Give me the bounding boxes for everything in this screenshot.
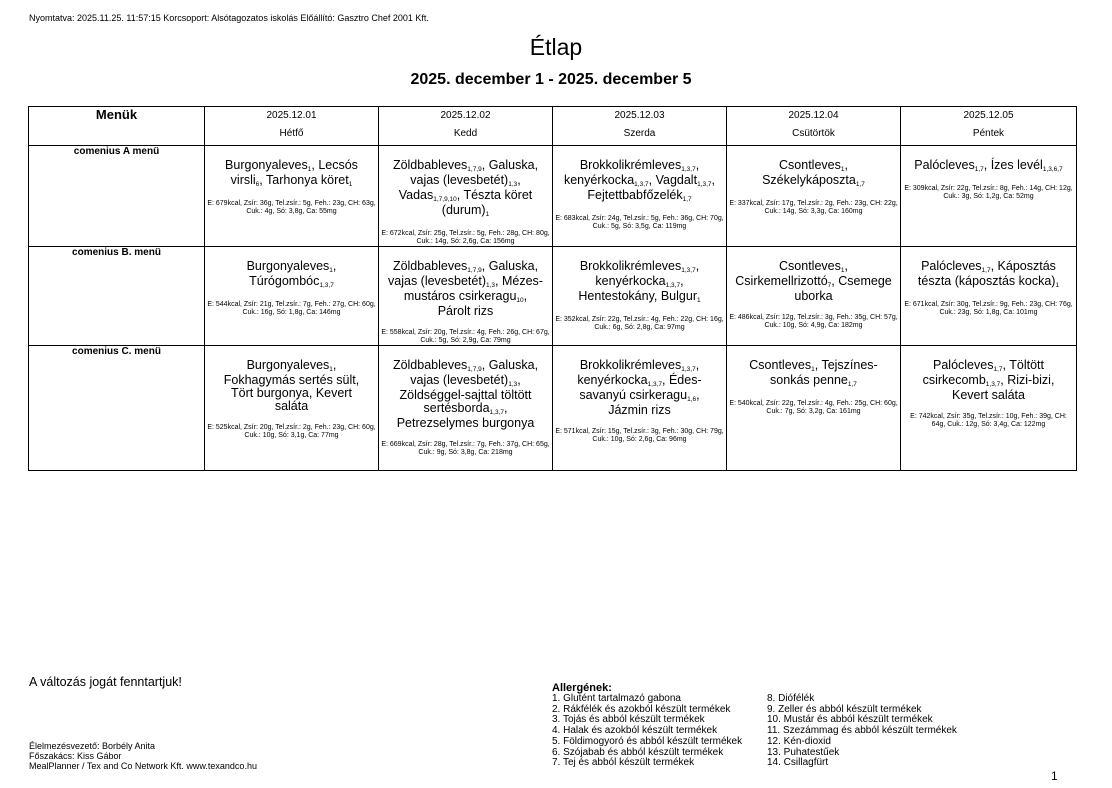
day-name: Csütörtök: [792, 128, 835, 139]
dish-part: , Hentestokány, Bulgur: [578, 274, 697, 303]
allergen-codes: 1,3: [508, 181, 518, 188]
allergen-codes: 1,3,7: [681, 366, 696, 373]
dish-part: , Székelykáposzta: [762, 158, 856, 187]
dish-part: Burgonyaleves: [225, 158, 308, 172]
staff-line: Főszakács: Kiss Gábor: [29, 751, 122, 761]
allergen-item: 2. Rákfélék és azokból készült termékek: [552, 703, 731, 715]
dish-part: Burgonyaleves: [246, 358, 330, 372]
allergen-codes: 1: [348, 181, 353, 188]
day-name: Kedd: [453, 128, 478, 139]
dish-part: Brokkolikrémleves: [579, 259, 682, 273]
menu-cell: [727, 146, 901, 247]
dish-part: , Galuska, vajas (levesbetét): [410, 158, 539, 187]
dish-text: [379, 346, 552, 430]
day-name: Szerda: [623, 128, 656, 139]
menu-cell: [205, 346, 379, 471]
menu-cell: [901, 346, 1077, 471]
allergen-codes: 1,3,6,7: [1042, 166, 1063, 173]
dish-part: , Zöldséggel-sajttal töltött sertésborda: [399, 373, 532, 415]
menu-body: [29, 146, 1077, 471]
allergen-codes: 1,7: [855, 181, 865, 188]
dish-part: , Rizi-bizi, Kevert saláta: [952, 373, 1055, 402]
dish-part: , Vagdalt: [648, 173, 698, 187]
page-number: 1: [1051, 769, 1058, 783]
dish-part: , Petrezselymes burgonya: [396, 401, 535, 430]
menu-cell: [553, 146, 727, 247]
dish-part: Brokkolikrémleves: [579, 358, 682, 372]
nutrition-info: E: 672kcal, Zsír: 25g, Tel.zsír.: 5g, Feh.: 28g, CH: 80g, Cuk.: 14g, Só: 2,6g, Ca: 156mg: [381, 230, 550, 245]
nutrition-info: E: 571kcal, Zsír: 15g, Tel.zsír.: 3g, Feh.: 30g, CH: 79g, Cuk.: 10g, Só: 2,6g, Ca: 96mg: [555, 428, 724, 443]
allergen-codes: 1: [840, 267, 845, 274]
nutrition-info: E: 544kcal, Zsír: 21g, Tel.zsír.: 7g, Feh.: 27g, CH: 60g, Cuk.: 16g, Só: 1,8g, Ca: 146mg: [207, 301, 376, 316]
allergen-codes: 1,7,9: [467, 267, 482, 274]
allergen-item: 6. Szójabab és abból készült termékek: [552, 746, 724, 758]
allergen-codes: 1,3,7: [985, 381, 1001, 388]
day-header: [379, 107, 553, 146]
dish-text: [727, 146, 900, 189]
day-date: 2025.12.02: [440, 110, 491, 121]
staff-line: Élelmezésvezető: Borbély Anita: [29, 741, 156, 751]
nutrition-info: E: 669kcal, Zsír: 28g, Tel.zsír.: 7g, Feh.: 37g, CH: 65g, Cuk.: 9g, Só: 3,8g, Ca: 218mg: [381, 441, 550, 456]
allergen-codes: 1: [696, 297, 701, 304]
nutrition-info: E: 309kcal, Zsír: 22g, Tel.zsír.: 8g, Feh.: 14g, CH: 12g, Cuk.: 3g, Só: 1,2g, Ca: 52mg: [904, 185, 1073, 200]
day-header: [727, 107, 901, 146]
menu-label: comenius C. menü: [29, 346, 205, 471]
menu-cell: [727, 247, 901, 346]
allergen-item: 5. Földimogyoró és abból készült termékek: [552, 735, 743, 747]
menu-table: [28, 106, 1077, 471]
allergen-codes: 1,3: [485, 282, 496, 289]
allergen-item: 1. Glutént tartalmazó gabona: [552, 693, 681, 704]
dish-part: , Párolt rizs: [437, 289, 528, 318]
allergen-codes: 1,3,7: [489, 409, 504, 416]
dish-part: Palócleves: [933, 358, 994, 372]
dish-part: , Mézes-mustáros csirkeragu: [403, 274, 543, 303]
day-header: [901, 107, 1077, 146]
day-header: [553, 107, 727, 146]
dish-text: [901, 146, 1076, 174]
allergen-codes: 1,3,7: [647, 381, 663, 388]
dish-part: , Édes-savanyú csirkeragu: [579, 373, 702, 402]
allergen-item: 12. Kén-dioxid: [767, 735, 831, 747]
nutrition-info: E: 683kcal, Zsír: 24g, Tel.zsír.: 5g, Feh.: 36g, CH: 70g, Cuk.: 5g, Só: 3,5g, Ca: 119mg: [555, 215, 724, 230]
nutrition-info: E: 337kcal, Zsír: 17g, Tel.zsír.: 2g, Feh.: 23g, CH: 22g, Cuk.: 14g, Só: 3,3g, Ca: 160mg: [729, 200, 898, 215]
dish-part: , Csirkemellrizottó: [735, 259, 848, 288]
allergen-codes: 10: [516, 297, 524, 304]
dish-part: Palócleves: [914, 158, 975, 172]
allergen-codes: 1,3,7: [681, 166, 696, 173]
allergen-codes: 1: [485, 211, 490, 218]
dish-text: [205, 247, 378, 290]
menus-header: Menük: [29, 107, 205, 146]
dish-text: [901, 346, 1076, 402]
menu-cell: [379, 346, 553, 471]
dish-part: , Töltött csirkecomb: [922, 358, 1044, 387]
dish-part: , Jázmin rizs: [608, 388, 700, 417]
menu-cell: [553, 346, 727, 471]
allergen-codes: 1,3,7: [681, 267, 696, 274]
allergen-codes: 1,3,7: [665, 282, 681, 289]
dish-text: [379, 247, 552, 318]
allergen-codes: 1: [307, 166, 312, 173]
allergen-item: 10. Mustár és abból készült termékek: [767, 714, 933, 726]
menu-cell: [379, 146, 553, 247]
allergen-item: 3. Tojás és abból készült termékek: [552, 714, 705, 726]
dish-part: , Tejszínes-sonkás penne: [770, 358, 878, 387]
nutrition-info: E: 540kcal, Zsír: 22g, Tel.zsír.: 4g, Feh.: 25g, CH: 60g, Cuk.: 7g, Só: 3,2g, Ca: 161mg: [729, 400, 898, 415]
dish-text: [553, 146, 726, 204]
print-info: Nyomtatva: 2025.11.25. 11:57:15 Korcsoport: Alsótagozatos iskolás Előállító: Gasztro Chef 2001 Kft.: [29, 13, 429, 23]
day-date: 2025.12.05: [963, 110, 1014, 121]
menu-cell: [727, 346, 901, 471]
dish-text: [205, 346, 378, 413]
menu-label: comenius B. menü: [29, 247, 205, 346]
dish-part: Zöldbableves: [392, 358, 468, 372]
dish-text: [727, 247, 900, 303]
allergen-codes: 1,3,7: [697, 181, 712, 188]
allergen-legend: [552, 682, 957, 769]
menu-cell: [205, 146, 379, 247]
dish-part: , Vadas: [398, 173, 521, 202]
dish-part: , kenyérkocka: [563, 158, 700, 187]
dish-part: Csontleves: [779, 158, 841, 172]
table-header-row: [29, 107, 1077, 146]
dish-part: , Tarhonya köret: [259, 173, 349, 187]
reserve-note: A változás jogát fenntartjuk!: [29, 675, 182, 689]
allergen-codes: 1,7: [682, 196, 692, 203]
allergen-codes: 1: [811, 366, 815, 373]
dish-part: , kenyérkocka: [595, 259, 700, 288]
allergen-codes: 1,7: [981, 267, 991, 274]
dish-part: Csontleves: [779, 259, 841, 273]
allergen-item: 4. Halak és azokból készült termékek: [552, 725, 718, 737]
day-date: 2025.12.03: [614, 110, 665, 121]
allergen-codes: 1,7: [847, 381, 857, 388]
nutrition-info: E: 742kcal, Zsír: 35g, Tel.zsír.: 10g, Feh.: 39g, CH: 64g, Cuk.: 12g, Só: 3,4g, Ca: 122mg: [910, 413, 1067, 428]
allergen-column: [552, 694, 767, 769]
menu-cell: [901, 146, 1077, 247]
allergen-column: [767, 694, 957, 769]
allergen-codes: 1,7,9,10: [433, 196, 457, 203]
allergen-codes: 1,3,7: [319, 282, 334, 289]
allergen-codes: 7: [827, 282, 832, 289]
allergen-item: 13. Puhatestűek: [767, 746, 840, 758]
allergen-item: 9. Zeller és abból készült termékek: [767, 703, 922, 715]
dish-text: [205, 146, 378, 189]
dish-part: , Ízes levél: [983, 158, 1043, 172]
dish-part: , Lecsós virsli: [230, 158, 358, 187]
nutrition-info: E: 525kcal, Zsír: 20g, Tel.zsír.: 2g, Feh.: 23g, CH: 60g, Cuk.: 10g, Só: 3,1g, Ca: 77mg: [207, 424, 376, 439]
dish-part: Zöldbableves: [392, 158, 468, 172]
nutrition-info: E: 486kcal, Zsír: 12g, Tel.zsír.: 3g, Feh.: 35g, CH: 57g, Cuk.: 10g, Só: 4,9g, Ca: 182mg: [729, 314, 898, 329]
allergen-codes: 1: [329, 267, 333, 274]
dish-part: , Csemege uborka: [794, 274, 892, 303]
allergen-codes: 1,3,7: [634, 181, 649, 188]
menu-cell: [205, 247, 379, 346]
page-title: Étlap: [529, 34, 583, 60]
dish-text: [379, 146, 552, 219]
day-date: 2025.12.04: [788, 110, 839, 121]
allergen-codes: 1,3: [508, 381, 518, 388]
dish-part: , Tészta köret (durum): [441, 188, 533, 217]
staff-line: MealPlanner / Tex and Co Network Kft. www.texandco.hu: [29, 761, 257, 771]
dish-part: , Káposztás tészta (káposztás kocka): [917, 259, 1056, 288]
nutrition-info: E: 679kcal, Zsír: 36g, Tel.zsír.: 5g, Feh.: 23g, CH: 63g, Cuk.: 4g, Só: 3,8g, Ca: 55mg: [207, 200, 376, 215]
allergen-codes: 1,6: [687, 396, 697, 403]
dish-part: , Fejtettbabfőzelék: [587, 173, 716, 202]
allergen-codes: 1,7: [974, 166, 984, 173]
allergen-codes: 1: [840, 166, 845, 173]
allergen-codes: 1: [1055, 282, 1060, 289]
day-date: 2025.12.01: [266, 110, 317, 121]
dish-text: [901, 247, 1076, 290]
day-name: Péntek: [972, 128, 1005, 139]
day-name: Hétfő: [279, 128, 304, 139]
dish-text: [553, 247, 726, 305]
allergen-codes: 1,7,9: [467, 366, 482, 373]
dish-part: Burgonyaleves: [246, 259, 330, 273]
dish-part: Palócleves: [921, 259, 982, 273]
table-row: [29, 346, 1077, 471]
dish-text: [727, 346, 900, 389]
allergen-codes: 1,7: [993, 366, 1003, 373]
allergen-item: 14. Csillagfürt: [767, 757, 829, 769]
dish-part: Brokkolikrémleves: [579, 158, 682, 172]
allergen-item: 7. Tej és abból készült termékek: [552, 757, 695, 769]
table-row: [29, 247, 1077, 346]
dish-part: , Fokhagymás sertés sült, Tört burgonya, Kevert saláta: [223, 358, 360, 413]
dish-part: , Galuska, vajas (levesbetét): [388, 259, 539, 288]
table-row: [29, 146, 1077, 247]
allergen-codes: 6: [255, 181, 260, 188]
menu-cell: [901, 247, 1077, 346]
dish-part: Zöldbableves: [392, 259, 468, 273]
dish-part: Csontleves: [749, 358, 812, 372]
day-header: [205, 107, 379, 146]
allergen-item: 11. Szezámmag és abból készült termékek: [767, 725, 957, 737]
allergen-item: 8. Diófélék: [767, 693, 815, 704]
allergen-codes: 1: [329, 366, 333, 373]
allergen-codes: 1,7,9: [467, 166, 482, 173]
menu-cell: [379, 247, 553, 346]
staff-info: [29, 741, 257, 771]
nutrition-info: E: 352kcal, Zsír: 22g, Tel.zsír.: 4g, Feh.: 22g, CH: 16g, Cuk.: 6g, Só: 2,8g, Ca: 97mg: [555, 316, 724, 331]
dish-part: , Galuska, vajas (levesbetét): [410, 358, 539, 387]
dish-part: , kenyérkocka: [577, 358, 700, 387]
date-range: 2025. december 1 - 2025. december 5: [410, 71, 692, 88]
dish-part: , Túrógombóc: [249, 259, 337, 288]
menu-cell: [553, 247, 727, 346]
dish-text: [553, 346, 726, 417]
menu-label: comenius A menü: [29, 146, 205, 247]
nutrition-info: E: 671kcal, Zsír: 30g, Tel.zsír.: 9g, Feh.: 23g, CH: 76g, Cuk.: 23g, Só: 1,8g, Ca: 101mg: [904, 301, 1073, 316]
allergen-title: Allergének:: [552, 682, 612, 694]
nutrition-info: E: 558kcal, Zsír: 20g, Tel.zsír.: 4g, Feh.: 26g, CH: 67g, Cuk.: 5g, Só: 2,9g, Ca: 79mg: [381, 329, 550, 344]
